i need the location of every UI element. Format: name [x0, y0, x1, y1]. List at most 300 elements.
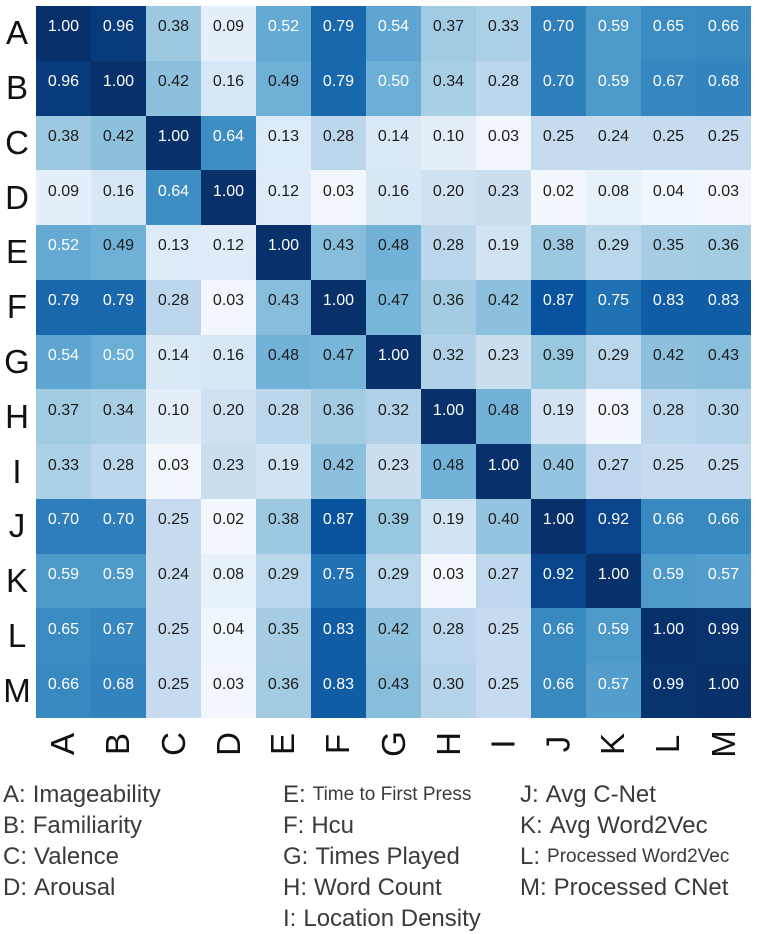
heatmap-cell-KC [146, 554, 201, 609]
legend-key: J: [520, 780, 539, 808]
heatmap-cell-KF [311, 554, 366, 609]
cell-value: 0.83 [707, 292, 740, 310]
heatmap-cell-LI [476, 608, 531, 663]
heatmap-cell-FI [476, 280, 531, 335]
cell-value: 0.67 [102, 620, 135, 638]
cell-value: 0.42 [322, 456, 355, 474]
cell-value: 0.37 [432, 18, 465, 36]
cell-value: 1.00 [542, 511, 575, 529]
legend-entry-K [520, 810, 729, 841]
cell-value: 0.28 [432, 620, 465, 638]
x-tick-letter: D [209, 732, 247, 756]
heatmap-cell-FD [201, 280, 256, 335]
cell-value: 0.37 [47, 401, 80, 419]
cell-value: 0.28 [102, 456, 135, 474]
heatmap-cell-IE [256, 444, 311, 499]
cell-value: 0.96 [47, 73, 80, 91]
cell-value: 0.09 [212, 18, 245, 36]
y-tick-label-B: B [5, 69, 28, 107]
heatmap-cell-BJ [531, 61, 586, 116]
legend-name: Processed Word2Vec [547, 845, 730, 867]
heatmap-cell-IG [366, 444, 421, 499]
heatmap-cell-BA [36, 61, 91, 116]
heatmap-cell-KG [366, 554, 421, 609]
heatmap-cell-IA [36, 444, 91, 499]
cell-value: 0.54 [47, 346, 80, 364]
cell-value: 0.03 [597, 401, 630, 419]
cell-value: 0.29 [597, 237, 630, 255]
cell-value: 0.09 [47, 182, 80, 200]
x-tick-label-M [696, 716, 751, 772]
x-tick-letter: E [264, 732, 302, 756]
legend-entry-H [283, 872, 481, 903]
heatmap-cell-DE [256, 170, 311, 225]
cell-value: 0.28 [487, 73, 520, 91]
legend-name: Location Density [303, 904, 481, 932]
cell-value: 0.79 [322, 18, 355, 36]
cell-value: 0.28 [322, 127, 355, 145]
cell-value: 0.99 [652, 675, 685, 693]
cell-value: 0.57 [597, 675, 630, 693]
cell-value: 0.08 [212, 566, 245, 584]
heatmap-cell-JD [201, 499, 256, 554]
y-tick-label-G: G [4, 342, 30, 380]
cell-value: 0.65 [652, 18, 685, 36]
cell-value: 0.83 [652, 292, 685, 310]
legend-key: H: [283, 873, 307, 901]
cell-value: 0.29 [377, 566, 410, 584]
cell-value: 0.43 [322, 237, 355, 255]
cell-value: 0.12 [267, 182, 300, 200]
correlation-heatmap [36, 6, 751, 718]
heatmap-cell-AI [476, 6, 531, 61]
cell-value: 0.83 [322, 675, 355, 693]
cell-value: 0.36 [267, 675, 300, 693]
cell-value: 0.27 [487, 566, 520, 584]
heatmap-cell-MI [476, 663, 531, 718]
heatmap-cell-LG [366, 608, 421, 663]
heatmap-cell-HA [36, 389, 91, 444]
x-tick-letter: B [99, 732, 137, 756]
cell-value: 0.28 [157, 292, 190, 310]
heatmap-cell-JM [696, 499, 751, 554]
heatmap-cell-ME [256, 663, 311, 718]
heatmap-cell-EA [36, 225, 91, 280]
legend-entry-I [283, 903, 481, 934]
heatmap-cell-AF [311, 6, 366, 61]
heatmap-cell-DM [696, 170, 751, 225]
heatmap-cell-JI [476, 499, 531, 554]
cell-value: 0.54 [377, 18, 410, 36]
cell-value: 0.23 [487, 346, 520, 364]
cell-value: 0.34 [102, 401, 135, 419]
cell-value: 0.38 [267, 511, 300, 529]
legend-key: L: [520, 842, 541, 870]
heatmap-cell-JG [366, 499, 421, 554]
x-tick-letter: A [44, 732, 82, 756]
heatmap-cell-LL [641, 608, 696, 663]
heatmap-cell-DK [586, 170, 641, 225]
cell-value: 1.00 [377, 346, 410, 364]
cell-value: 0.24 [157, 566, 190, 584]
heatmap-cell-HK [586, 389, 641, 444]
cell-value: 0.65 [47, 620, 80, 638]
legend-name: Time to First Press [312, 783, 472, 805]
y-axis-labels [0, 6, 34, 718]
heatmap-cell-EH [421, 225, 476, 280]
cell-value: 0.47 [377, 292, 410, 310]
heatmap-cell-JB [91, 499, 146, 554]
heatmap-cell-MK [586, 663, 641, 718]
heatmap-cell-BK [586, 61, 641, 116]
heatmap-cell-ID [201, 444, 256, 499]
heatmap-cell-CF [311, 116, 366, 171]
heatmap-cell-CD [201, 116, 256, 171]
x-tick-letter: H [429, 732, 467, 756]
cell-value: 0.16 [377, 182, 410, 200]
heatmap-cell-GH [421, 335, 476, 390]
cell-value: 0.36 [707, 237, 740, 255]
cell-value: 0.25 [707, 127, 740, 145]
heatmap-cell-JK [586, 499, 641, 554]
heatmap-cell-KM [696, 554, 751, 609]
x-tick-label-H [421, 716, 476, 772]
heatmap-cell-CK [586, 116, 641, 171]
heatmap-cell-BB [91, 61, 146, 116]
cell-value: 1.00 [322, 292, 355, 310]
cell-value: 0.30 [432, 675, 465, 693]
legend-key: G: [283, 842, 309, 870]
heatmap-cell-KI [476, 554, 531, 609]
heatmap-cell-GK [586, 335, 641, 390]
y-tick-label-H: H [5, 397, 29, 435]
cell-value: 0.13 [267, 127, 300, 145]
cell-value: 0.79 [102, 292, 135, 310]
heatmap-cell-KL [641, 554, 696, 609]
legend-key: K: [520, 811, 543, 839]
cell-value: 0.02 [212, 511, 245, 529]
heatmap-cell-HL [641, 389, 696, 444]
y-tick-label-C: C [5, 123, 29, 161]
cell-value: 0.47 [322, 346, 355, 364]
cell-value: 0.92 [597, 511, 630, 529]
cell-value: 0.19 [542, 401, 575, 419]
x-tick-letter: L [649, 734, 687, 754]
heatmap-cell-EL [641, 225, 696, 280]
cell-value: 0.52 [47, 237, 80, 255]
cell-value: 0.14 [377, 127, 410, 145]
heatmap-cell-DL [641, 170, 696, 225]
cell-value: 0.83 [322, 620, 355, 638]
heatmap-cell-HJ [531, 389, 586, 444]
cell-value: 0.40 [542, 456, 575, 474]
cell-value: 0.66 [707, 18, 740, 36]
cell-value: 0.23 [487, 182, 520, 200]
heatmap-cell-JE [256, 499, 311, 554]
cell-value: 1.00 [47, 18, 80, 36]
heatmap-cell-HH [421, 389, 476, 444]
legend-name: Familiarity [32, 811, 143, 839]
heatmap-cell-DJ [531, 170, 586, 225]
cell-value: 0.79 [322, 73, 355, 91]
cell-value: 0.50 [102, 346, 135, 364]
heatmap-cell-CG [366, 116, 421, 171]
heatmap-cell-EF [311, 225, 366, 280]
cell-value: 0.20 [212, 401, 245, 419]
cell-value: 0.48 [432, 456, 465, 474]
legend-entry-C [3, 841, 161, 872]
cell-value: 0.25 [157, 620, 190, 638]
cell-value: 0.35 [652, 237, 685, 255]
cell-value: 0.25 [487, 675, 520, 693]
cell-value: 1.00 [487, 456, 520, 474]
cell-value: 0.48 [377, 237, 410, 255]
heatmap-cell-AA [36, 6, 91, 61]
cell-value: 0.10 [157, 401, 190, 419]
heatmap-cell-DC [146, 170, 201, 225]
heatmap-cell-EK [586, 225, 641, 280]
heatmap-cell-EM [696, 225, 751, 280]
cell-value: 0.75 [597, 292, 630, 310]
cell-value: 0.70 [102, 511, 135, 529]
cell-value: 0.59 [597, 620, 630, 638]
heatmap-cell-EG [366, 225, 421, 280]
y-tick-label-F: F [6, 288, 28, 326]
heatmap-cell-AM [696, 6, 751, 61]
cell-value: 0.38 [47, 127, 80, 145]
cell-value: 1.00 [212, 182, 245, 200]
heatmap-cell-AG [366, 6, 421, 61]
heatmap-cell-IC [146, 444, 201, 499]
heatmap-cell-KK [586, 554, 641, 609]
cell-value: 0.87 [542, 292, 575, 310]
legend-key: E: [283, 780, 306, 808]
cell-value: 0.36 [322, 401, 355, 419]
heatmap-cell-EC [146, 225, 201, 280]
heatmap-cell-AC [146, 6, 201, 61]
cell-value: 0.20 [432, 182, 465, 200]
cell-value: 0.49 [102, 237, 135, 255]
legend-key: M: [520, 873, 547, 901]
heatmap-cell-LE [256, 608, 311, 663]
heatmap-cell-BM [696, 61, 751, 116]
heatmap-cell-MA [36, 663, 91, 718]
heatmap-cell-GL [641, 335, 696, 390]
heatmap-cell-LA [36, 608, 91, 663]
heatmap-cell-GF [311, 335, 366, 390]
cell-value: 0.59 [597, 73, 630, 91]
cell-value: 1.00 [652, 620, 685, 638]
legend-key: F: [283, 811, 305, 839]
heatmap-cell-LB [91, 608, 146, 663]
heatmap-cell-LK [586, 608, 641, 663]
legend-entry-B [3, 810, 161, 841]
cell-value: 0.23 [377, 456, 410, 474]
heatmap-cell-GM [696, 335, 751, 390]
cell-value: 0.28 [267, 401, 300, 419]
cell-value: 0.66 [47, 675, 80, 693]
legend-entry-E [283, 779, 481, 810]
heatmap-cell-MB [91, 663, 146, 718]
cell-value: 0.25 [652, 456, 685, 474]
cell-value: 0.36 [432, 292, 465, 310]
heatmap-cell-BH [421, 61, 476, 116]
heatmap-cell-FG [366, 280, 421, 335]
cell-value: 0.04 [652, 182, 685, 200]
legend-name: Avg C-Net [545, 780, 656, 808]
cell-value: 0.75 [322, 566, 355, 584]
legend-name: Times Played [315, 842, 460, 870]
heatmap-cell-AK [586, 6, 641, 61]
cell-value: 0.14 [157, 346, 190, 364]
legend-entry-L [520, 841, 729, 872]
cell-value: 0.49 [267, 73, 300, 91]
cell-value: 0.48 [267, 346, 300, 364]
heatmap-cell-BF [311, 61, 366, 116]
heatmap-cell-IJ [531, 444, 586, 499]
cell-value: 0.29 [267, 566, 300, 584]
legend-key: A: [3, 780, 26, 808]
cell-value: 0.68 [707, 73, 740, 91]
heatmap-cell-AD [201, 6, 256, 61]
legend-entry-A [3, 779, 161, 810]
heatmap-cell-GJ [531, 335, 586, 390]
y-tick-label-L: L [7, 616, 27, 654]
legend-name: Processed CNet [553, 873, 729, 901]
heatmap-cell-DI [476, 170, 531, 225]
cell-value: 0.28 [652, 401, 685, 419]
y-tick-label-M: M [3, 671, 31, 709]
heatmap-cell-JC [146, 499, 201, 554]
cell-value: 0.03 [707, 182, 740, 200]
heatmap-cell-DH [421, 170, 476, 225]
heatmap-cell-HM [696, 389, 751, 444]
x-tick-label-J [531, 716, 586, 772]
legend-key: C: [3, 842, 27, 870]
cell-value: 0.70 [542, 18, 575, 36]
cell-value: 0.16 [102, 182, 135, 200]
cell-value: 0.25 [487, 620, 520, 638]
cell-value: 0.24 [597, 127, 630, 145]
heatmap-cell-FE [256, 280, 311, 335]
x-tick-label-I [476, 716, 531, 772]
heatmap-cell-HC [146, 389, 201, 444]
heatmap-cell-BC [146, 61, 201, 116]
heatmap-cell-LF [311, 608, 366, 663]
heatmap-cell-JA [36, 499, 91, 554]
heatmap-cell-BD [201, 61, 256, 116]
heatmap-cell-FA [36, 280, 91, 335]
y-tick-label-E: E [5, 233, 28, 271]
heatmap-cell-LD [201, 608, 256, 663]
legend-entry-J [520, 779, 729, 810]
cell-value: 0.99 [707, 620, 740, 638]
legend-entry-D [3, 872, 161, 903]
y-tick-label-A: A [5, 14, 28, 52]
cell-value: 0.03 [157, 456, 190, 474]
heatmap-cell-FH [421, 280, 476, 335]
heatmap-cell-CC [146, 116, 201, 171]
cell-value: 0.43 [267, 292, 300, 310]
cell-value: 0.70 [542, 73, 575, 91]
y-tick-label-K: K [5, 562, 28, 600]
cell-value: 0.66 [542, 675, 575, 693]
cell-value: 0.38 [157, 18, 190, 36]
heatmap-cell-ED [201, 225, 256, 280]
heatmap-cell-JJ [531, 499, 586, 554]
cell-value: 0.28 [432, 237, 465, 255]
heatmap-cell-MM [696, 663, 751, 718]
x-tick-label-B [91, 716, 146, 772]
cell-value: 0.42 [377, 620, 410, 638]
heatmap-cell-EB [91, 225, 146, 280]
cell-value: 0.16 [212, 73, 245, 91]
cell-value: 0.30 [707, 401, 740, 419]
cell-value: 0.25 [542, 127, 575, 145]
cell-value: 0.64 [212, 127, 245, 145]
heatmap-cell-CM [696, 116, 751, 171]
legend-key: I: [283, 904, 297, 932]
x-tick-letter: C [154, 732, 192, 756]
cell-value: 0.04 [212, 620, 245, 638]
legend-entry-M [520, 872, 729, 903]
x-tick-letter: J [539, 735, 577, 753]
cell-value: 0.03 [322, 182, 355, 200]
heatmap-cell-MG [366, 663, 421, 718]
cell-value: 0.42 [652, 346, 685, 364]
legend-name: Avg Word2Vec [549, 811, 708, 839]
heatmap-cell-DD [201, 170, 256, 225]
cell-value: 0.32 [377, 401, 410, 419]
x-tick-letter: K [594, 732, 632, 756]
cell-value: 0.66 [652, 511, 685, 529]
heatmap-cell-CA [36, 116, 91, 171]
cell-value: 0.59 [47, 566, 80, 584]
heatmap-cell-EJ [531, 225, 586, 280]
heatmap-cell-MH [421, 663, 476, 718]
cell-value: 0.40 [487, 511, 520, 529]
cell-value: 0.59 [597, 18, 630, 36]
x-tick-label-K [586, 716, 641, 772]
y-tick-label-D: D [5, 178, 29, 216]
x-tick-letter: M [704, 730, 742, 758]
cell-value: 0.19 [267, 456, 300, 474]
cell-value: 0.43 [377, 675, 410, 693]
legend-name: Hcu [311, 811, 355, 839]
cell-value: 0.19 [487, 237, 520, 255]
cell-value: 0.12 [212, 237, 245, 255]
heatmap-cell-II [476, 444, 531, 499]
legend-column-1 [3, 779, 161, 903]
cell-value: 0.68 [102, 675, 135, 693]
cell-value: 0.10 [432, 127, 465, 145]
heatmap-cell-BI [476, 61, 531, 116]
legend-key: B: [3, 811, 26, 839]
x-tick-letter: F [319, 733, 357, 755]
heatmap-cell-DA [36, 170, 91, 225]
heatmap-cell-LM [696, 608, 751, 663]
cell-value: 0.64 [157, 182, 190, 200]
heatmap-cell-KJ [531, 554, 586, 609]
cell-value: 0.57 [707, 566, 740, 584]
legend [0, 779, 757, 932]
heatmap-cell-GI [476, 335, 531, 390]
heatmap-cell-GE [256, 335, 311, 390]
cell-value: 0.42 [157, 73, 190, 91]
heatmap-cell-FL [641, 280, 696, 335]
heatmap-cell-KH [421, 554, 476, 609]
cell-value: 0.42 [102, 127, 135, 145]
